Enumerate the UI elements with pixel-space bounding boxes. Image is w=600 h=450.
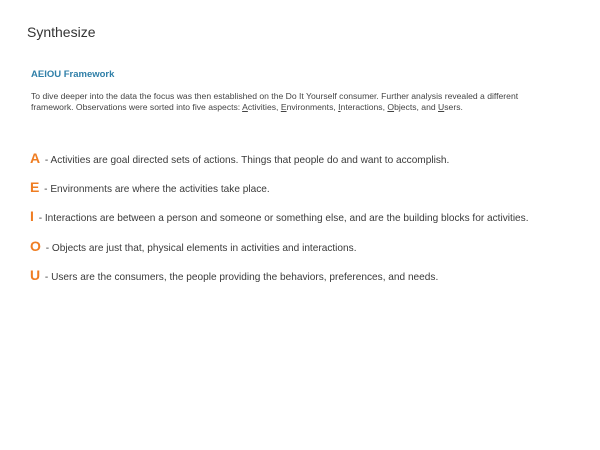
aspect-activities: Activities — [242, 102, 277, 112]
aeiou-letter: U — [30, 266, 41, 283]
intro-text: To dive deeper into the data the focus was then established on the Do It Yourself consumer. Further analysis revealed a different framework. Observations were sorted into five aspects: — [31, 91, 519, 112]
section-heading: AEIOU Framework — [31, 69, 115, 80]
aeiou-description: - Users are the consumers, the people providing the behaviors, preferences, and needs. — [42, 271, 439, 283]
aeiou-description: - Objects are just that, physical elements in activities and interactions. — [42, 242, 357, 254]
aeiou-item-users — [30, 267, 529, 296]
aspect-users: Users — [438, 102, 461, 112]
aeiou-list — [30, 150, 529, 296]
aeiou-letter: A — [30, 150, 41, 166]
aeiou-description: - Environments are where the activities take place. — [41, 184, 270, 196]
aeiou-item-environments — [30, 179, 529, 208]
aeiou-letter: O — [30, 237, 41, 254]
aspect-environments: Environments — [280, 102, 334, 112]
aspect-interactions: Interactions — [338, 102, 383, 112]
aeiou-item-activities — [30, 150, 529, 179]
aspect-objects: Objects — [387, 102, 417, 112]
page-title: Synthesize — [27, 24, 96, 40]
aeiou-item-objects — [30, 238, 529, 267]
aeiou-letter: E — [30, 179, 40, 196]
aeiou-item-interactions — [30, 208, 529, 237]
intro-paragraph: To dive deeper into the data the focus was then established on the Do It Yourself consumer. Further analysis revealed a different framework. Observations were sorted into five aspects: Activities, Environments, Interactions, Objects, and Users. — [31, 91, 519, 112]
aeiou-description: - Activities are goal directed sets of actions. Things that people do and want to accomplish. — [42, 155, 450, 166]
aeiou-letter: I — [30, 208, 34, 225]
aeiou-description: - Interactions are between a person and someone or something else, and are the building blocks for activities. — [35, 213, 529, 225]
